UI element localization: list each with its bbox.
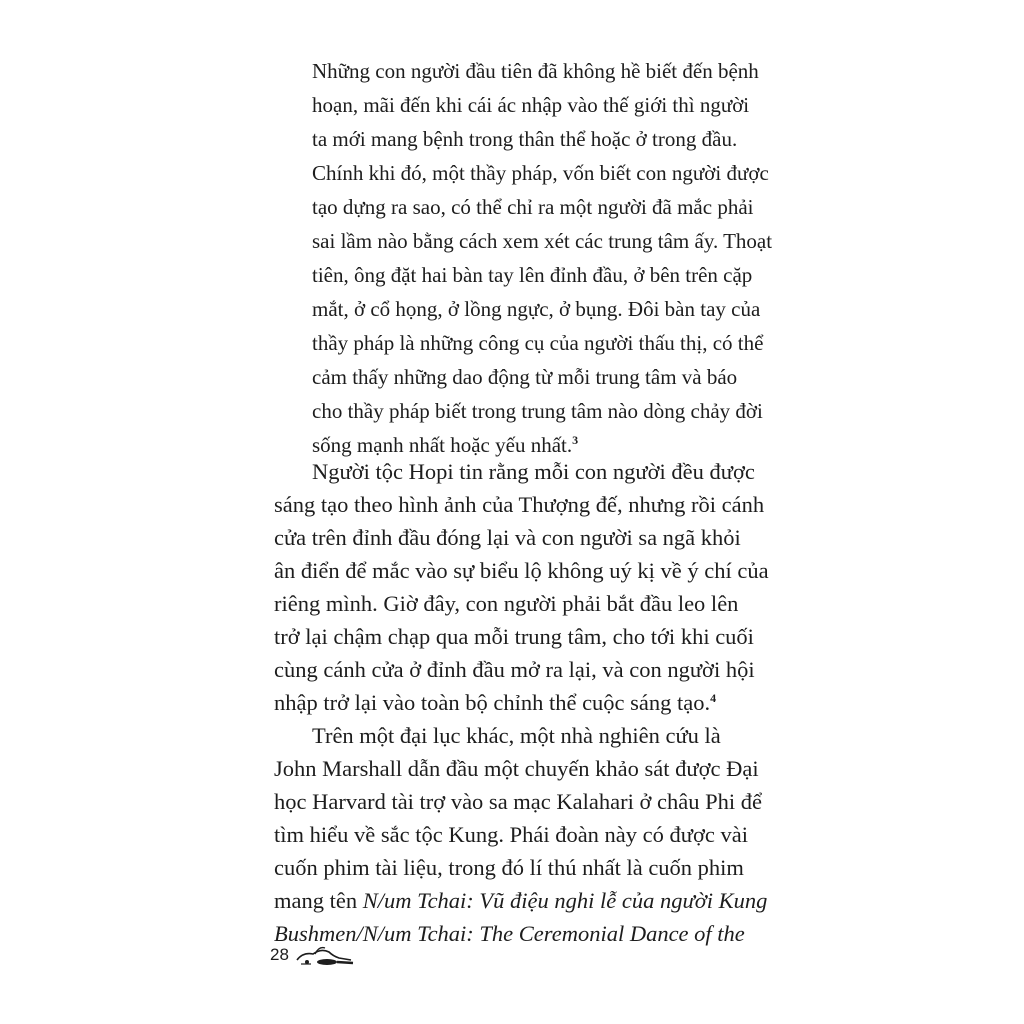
footnote-marker: 4 [710, 691, 717, 705]
paragraph-line: tìm hiểu về sắc tộc Kung. Phái đoàn này có được vài [274, 822, 748, 847]
paragraph-line: học Harvard tài trợ vào sa mạc Kalahari ở châu Phi để [274, 789, 762, 814]
quote-line: tiên, ông đặt hai bàn tay lên đỉnh đầu, ở bên trên cặp [312, 263, 753, 287]
paragraph-line: cuốn phim tài liệu, trong đó lí thú nhất là cuốn phim [274, 855, 744, 880]
paragraph-line: ân điển để mắc vào sự biểu lộ không uý kị về ý chí của [274, 558, 769, 583]
quote-line: mắt, ở cổ họng, ở lồng ngực, ở bụng. Đôi bàn tay của [312, 297, 761, 321]
paragraph-line: riêng mình. Giờ đây, con người phải bắt đầu leo lên [274, 591, 739, 616]
quote-line: tạo dựng ra sao, có thể chỉ ra một người đã mắc phải [312, 195, 754, 219]
paragraph-line [274, 885, 767, 917]
paragraph-line: Người tộc Hopi tin rằng mỗi con người đều được [312, 459, 755, 484]
quote-line: sai lầm nào bằng cách xem xét các trung tâm ấy. Thoạt [312, 229, 773, 253]
quote-line: ta mới mang bệnh trong thân thể hoặc ở trong đầu. [312, 127, 738, 151]
running-figure-ornament-icon [293, 942, 357, 968]
quote-line: cho thầy pháp biết trong trung tâm nào dòng chảy đời [312, 399, 763, 423]
paragraph-line: cùng cánh cửa ở đỉnh đầu mở ra lại, và con người hội [274, 657, 755, 682]
quote-line: Những con người đầu tiên đã không hề biết đến bệnh [312, 59, 759, 83]
paragraph-last-line-text: nhập trở lại vào toàn bộ chỉnh thể cuộc sáng tạo. [274, 690, 711, 715]
paragraph-line: Trên một đại lục khác, một nhà nghiên cứu là [312, 723, 721, 748]
paragraph-line-prefix: mang tên [274, 888, 363, 913]
quote-line: thầy pháp là những công cụ của người thấu thị, có thể [312, 331, 764, 355]
quote-last-line-text: sống mạnh nhất hoặc yếu nhất. [312, 433, 573, 457]
page-footer [270, 940, 357, 970]
quote-line: cảm thấy những dao động từ mỗi trung tâm và báo [312, 365, 738, 389]
page-number: 28 [270, 945, 289, 964]
footnote-marker: 3 [572, 433, 579, 447]
paragraph-line: cửa trên đỉnh đầu đóng lại và con người sa ngã khỏi [274, 525, 741, 550]
paragraph-line [274, 687, 716, 719]
film-title-italic: Bushmen/N/um Tchai: The Ceremonial Dance of the [274, 921, 745, 946]
film-title-italic: N/um Tchai: Vũ điệu nghi lễ của người Kung [362, 888, 768, 913]
quote-line: hoạn, mãi đến khi cái ác nhập vào thế giới thì người [312, 93, 750, 117]
paragraph-line: sáng tạo theo hình ảnh của Thượng đế, nhưng rồi cánh [274, 492, 765, 517]
paragraph-line: trở lại chậm chạp qua mỗi trung tâm, cho tới khi cuối [274, 624, 754, 649]
quote-line: Chính khi đó, một thầy pháp, vốn biết con người được [312, 161, 769, 185]
paragraph-line: John Marshall dẫn đầu một chuyến khảo sát được Đại [274, 756, 759, 781]
